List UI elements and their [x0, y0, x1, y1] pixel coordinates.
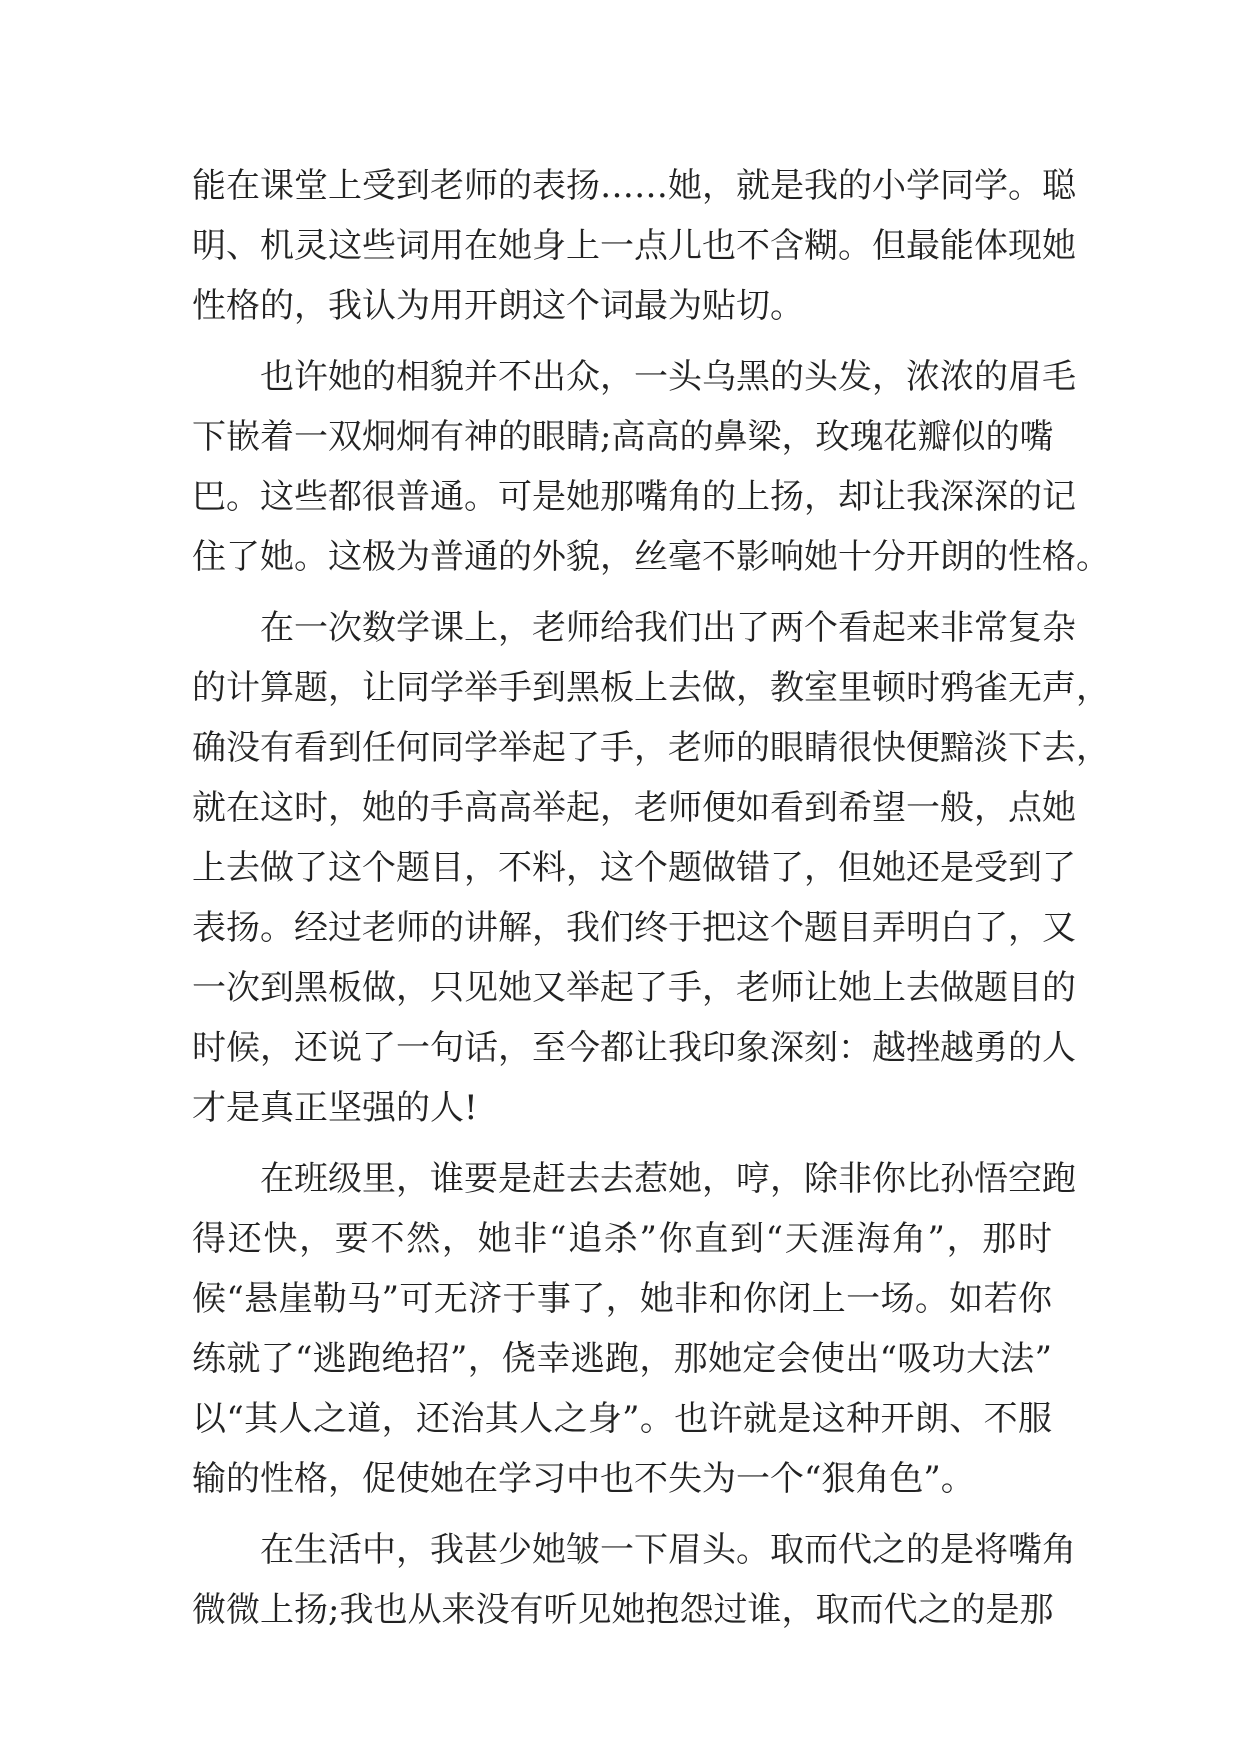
text-line: 在班级里，谁要是赶去去惹她，哼，除非你比孙悟空跑 — [260, 1159, 1076, 1199]
paragraph — [192, 598, 1110, 1138]
text-line: 在一次数学课上，老师给我们出了两个看起来非常复杂 — [260, 608, 1076, 648]
paragraph — [192, 1520, 1076, 1640]
text-line: 能在课堂上受到老师的表扬……她，就是我的小学同学。聪 — [192, 166, 1076, 206]
paragraph — [192, 1149, 1076, 1509]
body-text — [192, 156, 1110, 1640]
text-line: 性格的，我认为用开朗这个词最为贴切。 — [192, 286, 804, 326]
text-line: 上去做了这个题目，不料，这个题做错了，但她还是受到了 — [192, 848, 1076, 888]
text-line: 以“其人之道，还治其人之身”。也许就是这种开朗、不服 — [192, 1399, 1052, 1439]
text-line: 得还快，要不然，她非“追杀”你直到“天涯海角”，那时 — [192, 1219, 1052, 1259]
text-line: 就在这时，她的手高高举起，老师便如看到希望一般，点她 — [192, 788, 1076, 828]
text-line: 输的性格，促使她在学习中也不失为一个“狠角色”。 — [192, 1459, 975, 1499]
text-line: 候“悬崖勒马”可无济于事了，她非和你闭上一场。如若你 — [192, 1279, 1052, 1319]
text-line: 时候，还说了一句话，至今都让我印象深刻：越挫越勇的人 — [192, 1028, 1076, 1068]
text-line: 在生活中，我甚少她皱一下眉头。取而代之的是将嘴角 — [260, 1530, 1076, 1570]
text-line: 巴。这些都很普通。可是她那嘴角的上扬，却让我深深的记 — [192, 477, 1076, 517]
text-line: 也许她的相貌并不出众，一头乌黑的头发，浓浓的眉毛 — [260, 357, 1076, 397]
text-line: 才是真正坚强的人! — [192, 1088, 478, 1128]
paragraph — [192, 156, 1076, 336]
text-line: 明、机灵这些词用在她身上一点儿也不含糊。但最能体现她 — [192, 226, 1076, 266]
text-line: 练就了“逃跑绝招”，侥幸逃跑，那她定会使出“吸功大法” — [192, 1339, 1052, 1379]
text-line: 一次到黑板做，只见她又举起了手，老师让她上去做题目的 — [192, 968, 1076, 1008]
text-line: 住了她。这极为普通的外貌，丝毫不影响她十分开朗的性格。 — [192, 537, 1110, 577]
text-line: 下嵌着一双炯炯有神的眼睛;高高的鼻梁，玫瑰花瓣似的嘴 — [192, 417, 1054, 457]
text-line: 确没有看到任何同学举起了手，老师的眼睛很快便黯淡下去， — [192, 728, 1110, 768]
paragraph — [192, 347, 1110, 587]
text-line: 微微上扬;我也从来没有听见她抱怨过谁，取而代之的是那 — [192, 1590, 1054, 1630]
text-line: 的计算题，让同学举手到黑板上去做，教室里顿时鸦雀无声， — [192, 668, 1110, 708]
text-line: 表扬。经过老师的讲解，我们终于把这个题目弄明白了，又 — [192, 908, 1076, 948]
